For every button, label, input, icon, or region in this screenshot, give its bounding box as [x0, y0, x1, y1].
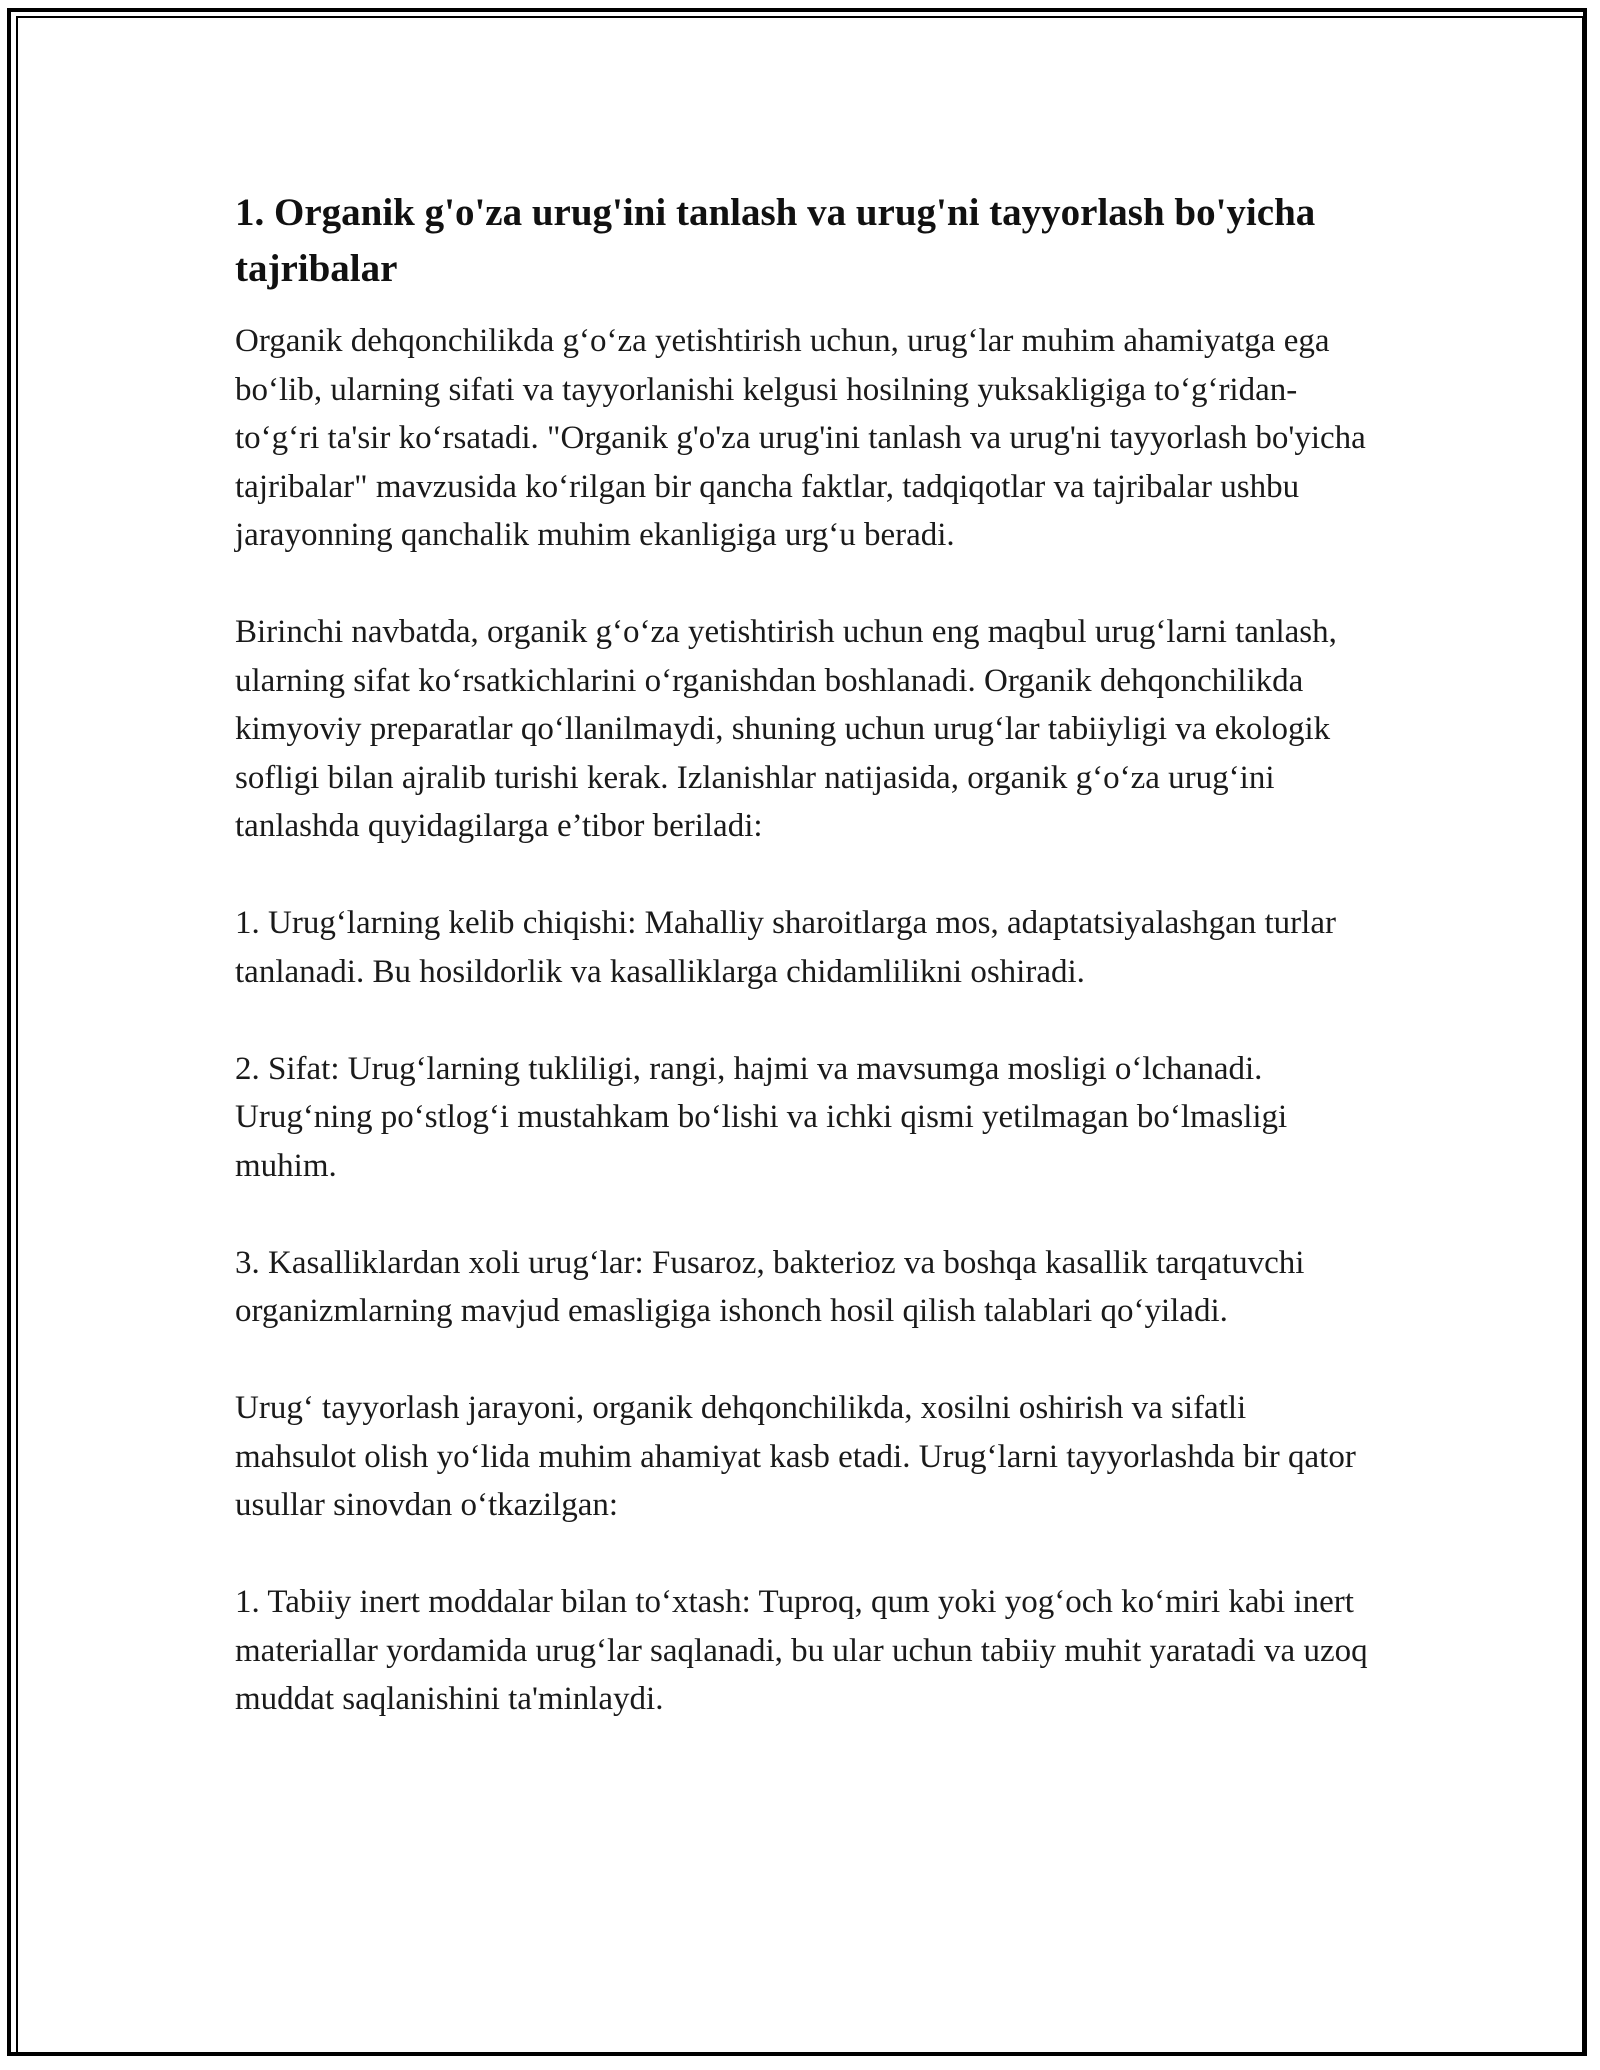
- list-item-origin: 1. Urug‘larning kelib chiqishi: Mahalliy sharoitlarga mos, adaptatsiyalashgan turlar tanlanadi. Bu hosildorlik va kasalliklarga chidamlilikni oshiradi.: [235, 905, 1336, 990]
- paragraph-intro: Organik dehqonchilikda g‘o‘za yetishtirish uchun, urug‘lar muhim ahamiyatga ega bo‘lib, ularning sifati va tayyorlanishi kelgusi hosilning yuksakligiga to‘g‘ridan-to‘g‘ri ta'sir ko‘rsatadi. "Organik g'o'za urug'ini tanlash va urug'ni tayyorlash bo'yicha tajribalar" mavzusida ko‘rilgan bir qancha faktlar, tadqiqotlar va tajribalar ushbu jarayonning qanchalik muhim ekanligiga urg‘u beradi.: [235, 323, 1366, 553]
- list-item-disease-free: 3. Kasalliklardan xoli urug‘lar: Fusaroz, bakterioz va boshqa kasallik tarqatuvchi organizmlarning mavjud emasligiga ishonch hosil qilish talablari qo‘yiladi.: [235, 1244, 1305, 1329]
- document-title: 1. Organik g'o'za urug'ini tanlash va urug'ni tayyorlash bo'yicha tajribalar: [235, 191, 1316, 290]
- list-item-inert-storage: 1. Tabiiy inert moddalar bilan to‘xtash: Tuproq, qum yoki yog‘och ko‘miri kabi inert materiallar yordamida urug‘lar saqlanadi, bu ular uchun tabiiy muhit yaratadi va uzoq muddat saqlanishini ta'minlaydi.: [235, 1584, 1368, 1717]
- paragraph-seed-selection: Birinchi navbatda, organik g‘o‘za yetishtirish uchun eng maqbul urug‘larni tanlash, ularning sifat ko‘rsatkichlarini o‘rganishdan boshlanadi. Organik dehqonchilikda kimyoviy preparatlar qo‘llanilmaydi, shuning uchun urug‘lar tabiiyligi va ekologik sofligi bilan ajralib turishi kerak. Izlanishlar natijasida, organik g‘o‘za urug‘ini tanlashda quyidagilarga e’tibor beriladi:: [235, 614, 1337, 844]
- paragraph-seed-preparation: Urug‘ tayyorlash jarayoni, organik dehqonchilikda, xosilni oshirish va sifatli mahsulot olish yo‘lida muhim ahamiyat kasb etadi. Urug‘larni tayyorlashda bir qator usullar sinovdan o‘tkazilgan:: [235, 1390, 1356, 1523]
- list-item-quality: 2. Sifat: Urug‘larning tukliligi, rangi, hajmi va mavsumga mosligi o‘lchanadi. Urug‘ning po‘stlog‘i mustahkam bo‘lishi va ichki qismi yetilmagan bo‘lmasligi muhim.: [235, 1050, 1288, 1184]
- document-body: [235, 185, 1370, 1724]
